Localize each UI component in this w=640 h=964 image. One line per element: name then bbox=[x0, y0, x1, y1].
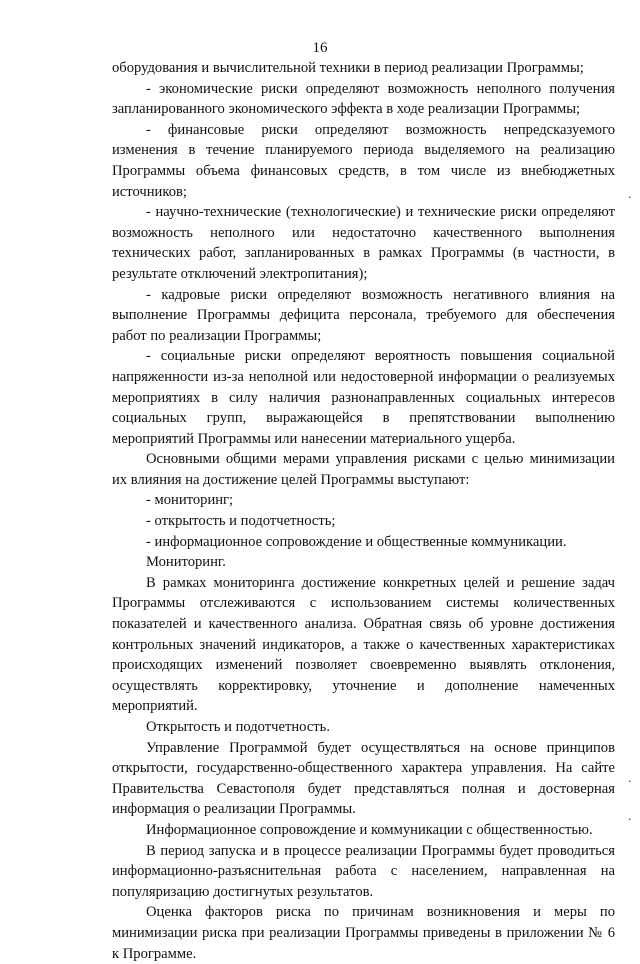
risk-assessment-reference: Оценка факторов риска по причинам возникновения и меры по минимизации риска при реализации Программы приведены в приложении № 6 к Программе. bbox=[112, 904, 615, 962]
margin-mark: · bbox=[628, 191, 632, 204]
margin-mark: · bbox=[628, 775, 632, 788]
risk-technical: - научно-технические (технологические) и технические риски определяют возможность неполного или недостаточно качественного выполнения технических работ, запланированных в рамках Программы (в частности, в результате отключений электропитания); bbox=[112, 204, 615, 282]
risk-personnel: - кадровые риски определяют возможность негативного влияния на выполнение Программы дефицита персонала, требуемого для обеспечения работ по реализации Программы; bbox=[112, 286, 615, 344]
measure-monitoring: - мониторинг; bbox=[146, 492, 234, 509]
measure-communications: - информационное сопровождение и общественные коммуникации. bbox=[146, 533, 567, 550]
measures-intro: Основными общими мерами управления рисками с целью минимизации их влияния на достижение целей Программы выступают: bbox=[112, 451, 615, 488]
openness-text: Управление Программой будет осуществляться на основе принципов открытости, государственно-общественного характера управления. На сайте Правительства Севастополя будет представляться полная и достоверная информация о реализации Программы. bbox=[112, 739, 615, 818]
risk-financial: - финансовые риски определяют возможность непредсказуемого изменения в течение планируемого периода выделяемого на реализацию Программы объема финансовых средств, в том числе из внебюджетных источников; bbox=[112, 121, 615, 200]
heading-openness: Открытость и подотчетность. bbox=[146, 719, 330, 735]
page-number: 16 bbox=[312, 40, 328, 56]
measure-openness: - открытость и подотчетность; bbox=[146, 513, 336, 530]
risk-social: - социальные риски определяют вероятность повышения социальной напряженности из-за неполной или недостоверной информации о реализуемых мероприятиях в силу наличия разнонаправленных социальных интересов социальных групп, выражающейся в препятствовании выполнению мероприятий Программы или нанесении материального ущерба. bbox=[112, 348, 615, 447]
risk-economic: - экономические риски определяют возможность неполного получения запланированного экономического эффекта в ходе реализации Программы; bbox=[112, 80, 615, 118]
heading-communications: Информационное сопровождение и коммуникации с общественностью. bbox=[146, 821, 593, 838]
paragraph-continuation: оборудования и вычислительной техники в период реализации Программы; bbox=[112, 60, 584, 76]
monitoring-text: В рамках мониторинга достижение конкретных целей и решение задач Программы отслеживаются с использованием системы количественных показателей и качественного анализа. Обратная связь об уровне достижения контрольных значений индикаторов, а также о качественных характеристиках происходящих изменений позволяет своевременно выявлять отклонения, осуществлять корректировку, уточнение и дополнение намеченных мероприятий. bbox=[112, 574, 615, 715]
margin-mark: · bbox=[628, 813, 632, 826]
communications-text: В период запуска и в процессе реализации Программы будет проводиться информационно-разъяснительная работа с населением, направленная на популяризацию достигнутых результатов. bbox=[112, 842, 615, 900]
document-body bbox=[112, 58, 615, 964]
heading-monitoring: Мониторинг. bbox=[146, 554, 226, 571]
